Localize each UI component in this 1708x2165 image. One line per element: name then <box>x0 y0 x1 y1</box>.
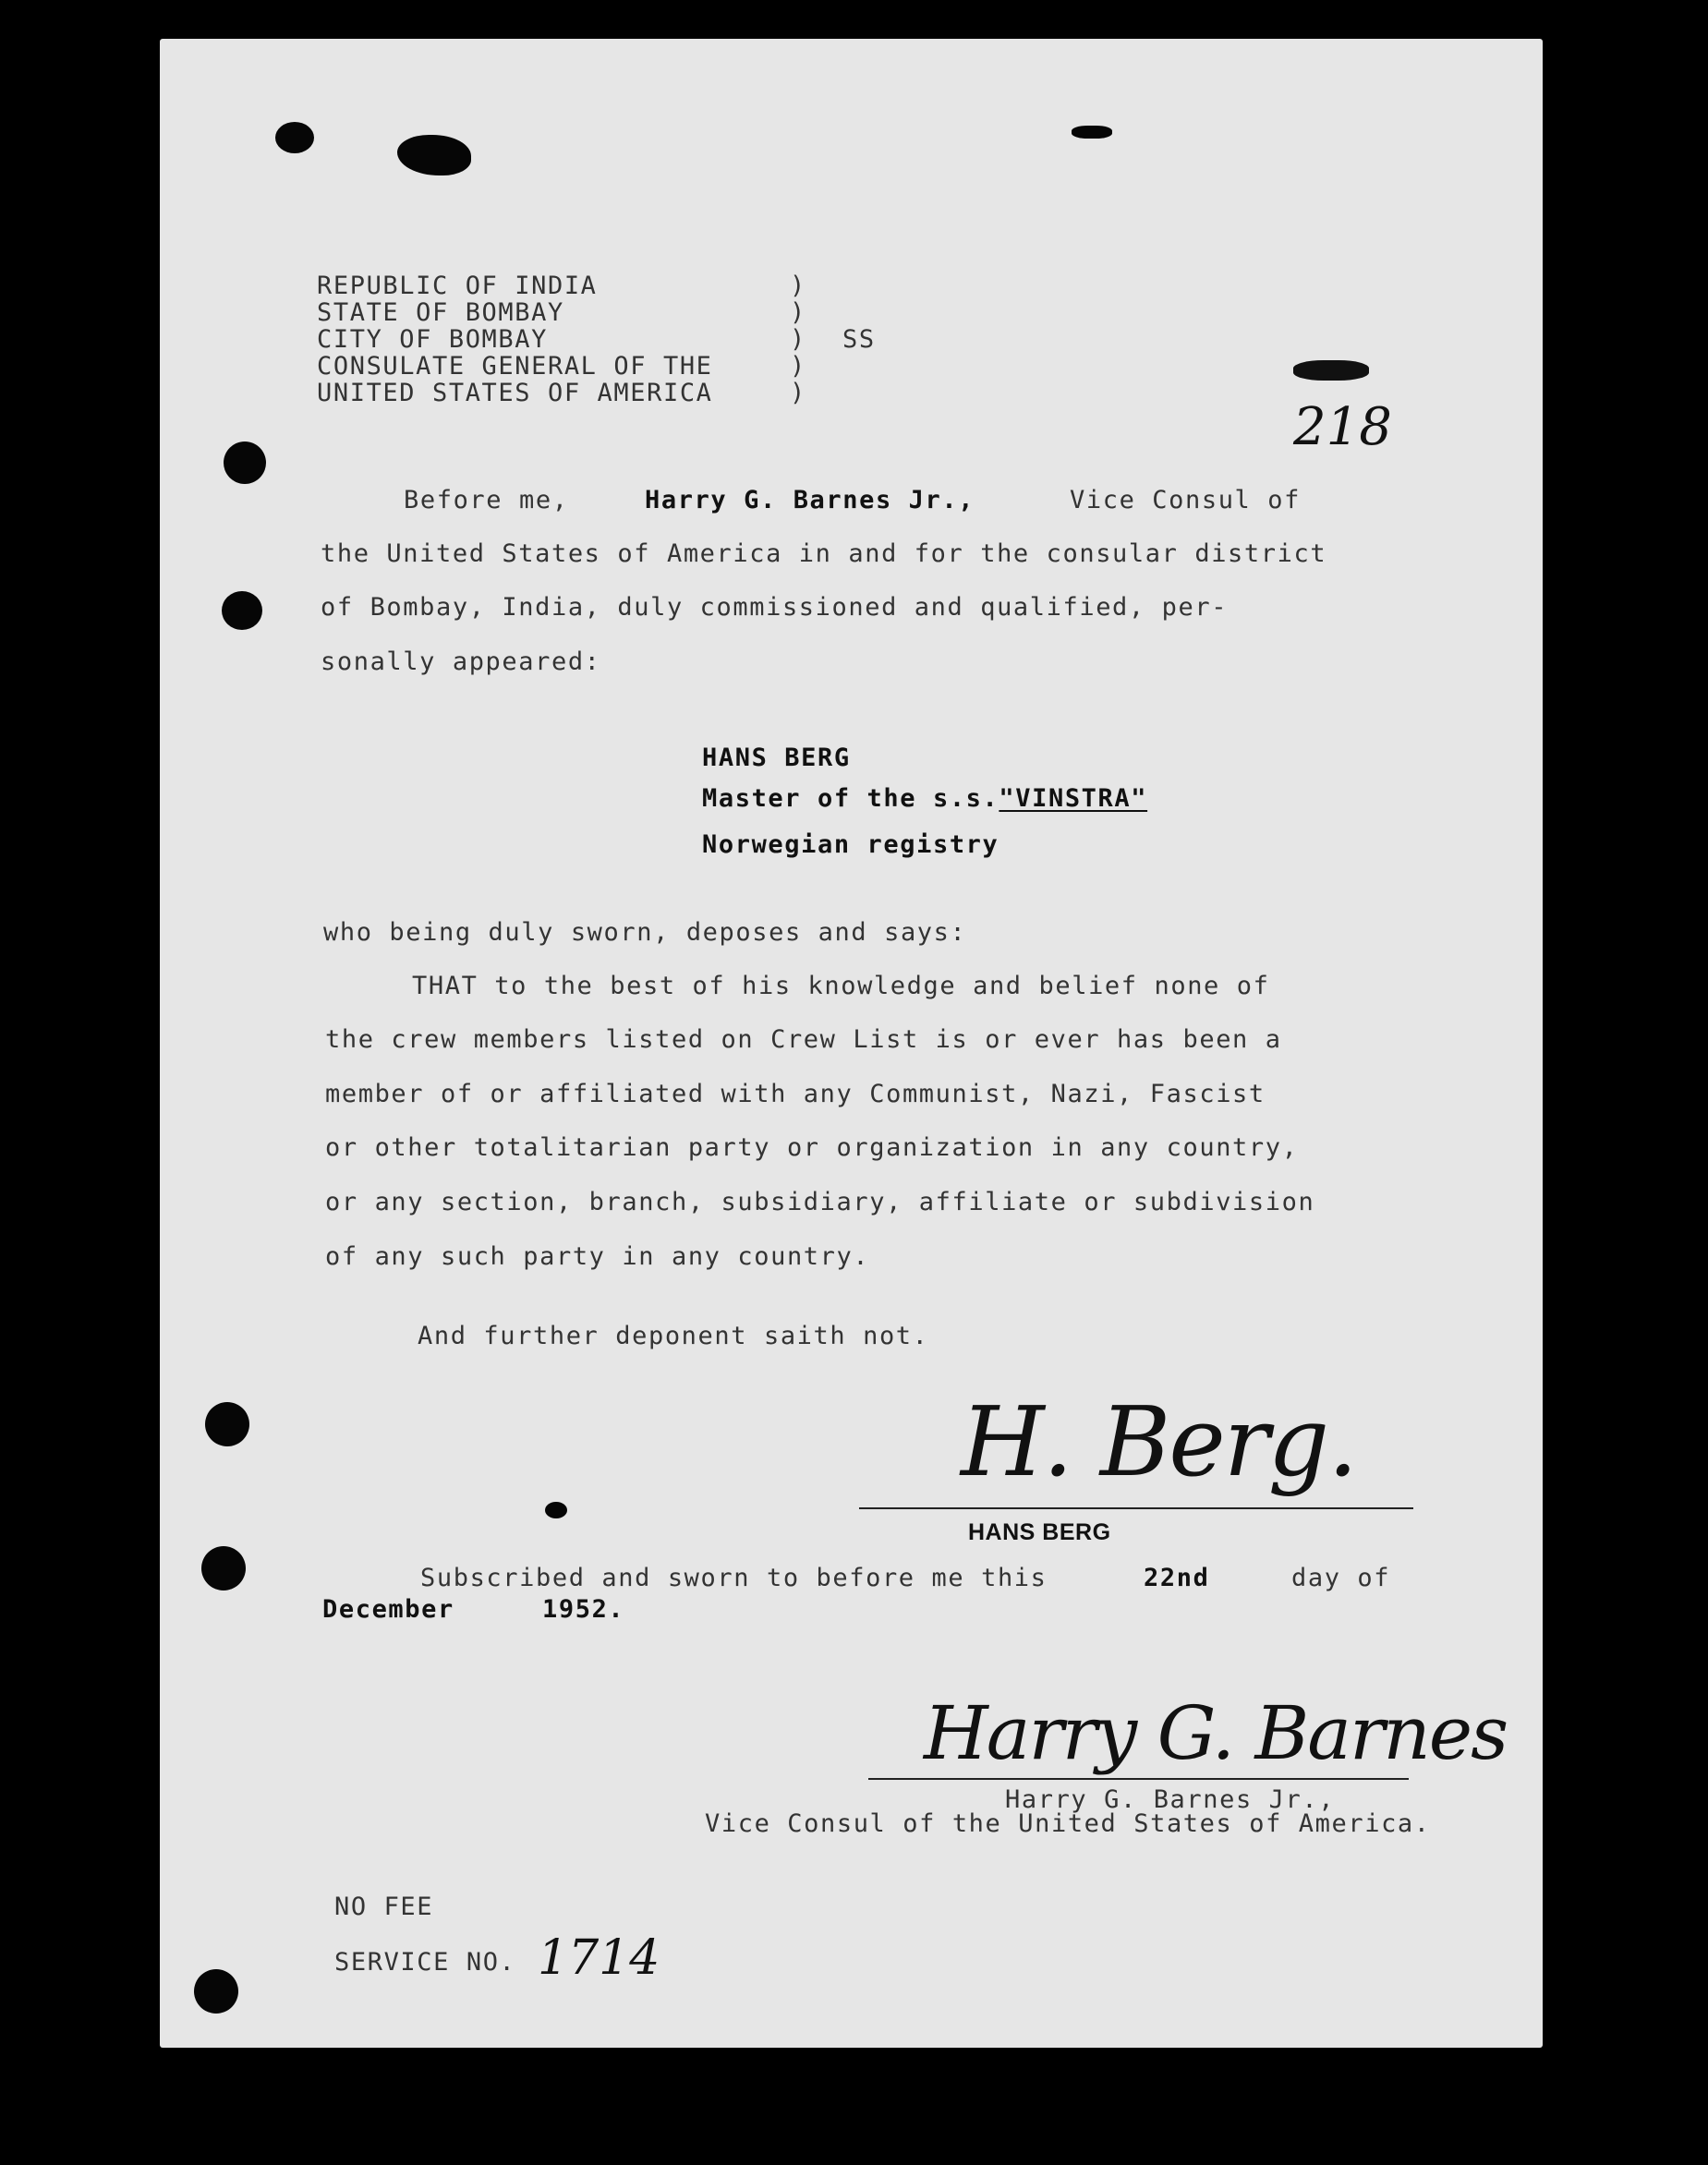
caption-ss: SS <box>842 325 876 354</box>
punch-hole <box>201 1546 246 1590</box>
deponent-printed-name: HANS BERG <box>968 1519 1111 1545</box>
consul-signature: Harry G. Barnes <box>924 1690 1508 1776</box>
ship-name: "VINSTRA" <box>999 784 1148 813</box>
consul-signature-line <box>868 1778 1409 1780</box>
consul-name: Harry G. Barnes Jr., <box>1005 1785 1336 1814</box>
body-line: or other totalitarian party or organization in any country, <box>325 1133 1299 1162</box>
punch-hole <box>224 441 266 484</box>
ink-speck <box>1072 126 1112 139</box>
page-number: 218 <box>1293 397 1392 457</box>
deponent-name: HANS BERG <box>702 744 851 772</box>
role-prefix: Master of the s.s. <box>702 784 999 813</box>
subscribed-text: Subscribed and sworn to before me this <box>420 1564 1048 1592</box>
body-line: or any section, branch, subsidiary, affiliate or subdivision <box>325 1188 1315 1216</box>
subscribed-day-of: day of <box>1291 1564 1391 1592</box>
punch-hole <box>205 1402 249 1446</box>
subscribed-day: 22nd <box>1144 1564 1210 1592</box>
ink-blot <box>275 122 314 153</box>
scribble-mark <box>1293 360 1369 381</box>
caption-line: REPUBLIC OF INDIA <box>317 272 598 300</box>
sworn-line: who being duly sworn, deposes and says: <box>323 918 967 947</box>
body-line: THAT to the best of his knowledge and belief none of <box>412 972 1270 1000</box>
closing-line: And further deponent saith not. <box>418 1322 929 1350</box>
no-fee: NO FEE <box>334 1893 434 1921</box>
subscribed-year: 1952. <box>542 1595 625 1624</box>
before-me: Before me, <box>404 486 569 514</box>
caption-line: CITY OF BOMBAY <box>317 325 548 354</box>
consul-title: Vice Consul of the United States of America. <box>705 1809 1431 1838</box>
caption-bracket: ) ) ) ) ) <box>790 272 806 407</box>
officer-name: Harry G. Barnes Jr., <box>645 486 975 514</box>
punch-hole <box>194 1969 238 2014</box>
ink-speck <box>545 1502 567 1518</box>
caption-line: CONSULATE GENERAL OF THE <box>317 352 713 381</box>
deponent-role <box>702 785 1147 813</box>
body-line: the crew members listed on Crew List is or ever has been a <box>325 1025 1282 1054</box>
subscribed-month: December <box>322 1595 454 1624</box>
caption-line: STATE OF BOMBAY <box>317 298 564 327</box>
opening-line: of Bombay, India, duly commissioned and qualified, per- <box>321 593 1229 622</box>
deponent-registry: Norwegian registry <box>702 830 999 859</box>
officer-title: Vice Consul of <box>1070 486 1301 514</box>
body-line: member of or affiliated with any Communist, Nazi, Fascist <box>325 1080 1266 1108</box>
body-line: of any such party in any country. <box>325 1242 870 1271</box>
opening-line: sonally appeared: <box>321 647 601 676</box>
caption-line: UNITED STATES OF AMERICA <box>317 379 713 407</box>
service-label: SERVICE NO. <box>334 1948 516 1977</box>
deponent-signature: H. Berg. <box>961 1385 1357 1498</box>
service-number: 1714 <box>538 1930 660 1986</box>
punch-hole <box>222 591 262 630</box>
signature-line <box>859 1507 1413 1509</box>
opening-line: the United States of America in and for the consular district <box>321 539 1327 568</box>
